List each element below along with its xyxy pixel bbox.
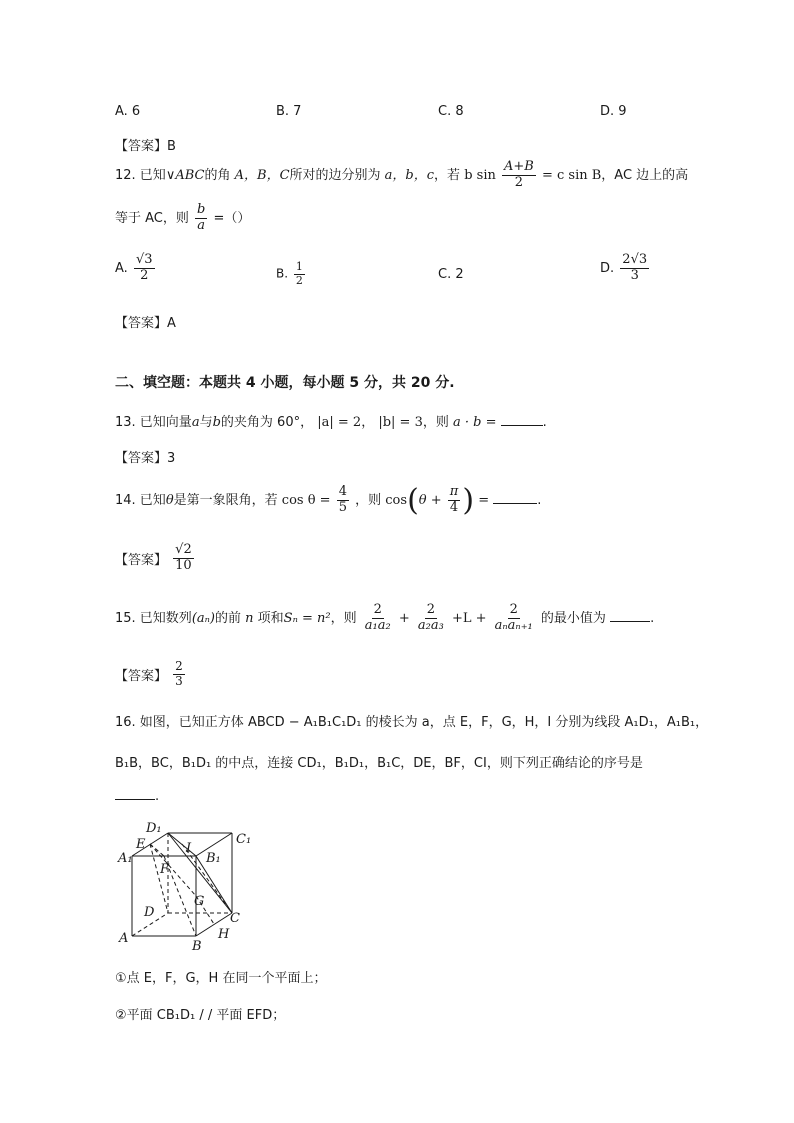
- fraction-denominator: 2: [295, 273, 303, 287]
- fraction-numerator: 1: [295, 260, 303, 273]
- n-variable: n: [245, 610, 254, 626]
- q12-text: 的角: [204, 167, 231, 183]
- q15-text: 项和: [257, 610, 284, 626]
- label-e: E: [136, 837, 146, 852]
- fraction-denominator: 2: [140, 267, 149, 283]
- answer-value: B: [167, 139, 176, 154]
- fraction-numerator: 2: [509, 602, 518, 617]
- q12-line2: [115, 203, 250, 234]
- answer-blank: [501, 425, 543, 426]
- label-c1: C₁: [236, 832, 252, 847]
- segment-de: [150, 844, 168, 913]
- q15-text: ，则: [330, 610, 357, 626]
- fraction-denominator: 3: [630, 267, 639, 283]
- q16-line2: B₁B，BC，B₁D₁ 的中点，连接 CD₁，B₁D₁，B₁C，DE，BF，CI，则下列正确结论的序号是: [115, 756, 643, 771]
- option-fraction: [134, 253, 155, 284]
- q15-text: 的前: [214, 610, 241, 626]
- answer-value: 3: [167, 451, 176, 466]
- fraction-denominator: 3: [175, 673, 183, 688]
- q15-period: .: [650, 610, 655, 626]
- q12-option-a: [115, 253, 157, 284]
- open-paren-icon: (: [407, 483, 419, 518]
- q15-text: 的最小值为: [540, 610, 606, 626]
- q12-triangle: ∨ABC: [165, 167, 205, 183]
- q12-eq-lhs: b sin: [464, 167, 496, 183]
- q11-option-d: D. 9: [600, 104, 627, 119]
- q12-sides: a，b，c: [384, 167, 435, 183]
- fraction-numerator: 4: [338, 484, 347, 500]
- q12-text: 等于 AC，则: [115, 210, 189, 226]
- section-heading: 二、填空题：本题共 4 小题，每小题 5 分，共 20 分.: [115, 375, 455, 391]
- fraction-numerator: 2√3: [622, 252, 648, 267]
- sum-formula: Sₙ = n²: [283, 610, 331, 626]
- pi-fraction: [448, 485, 461, 516]
- fraction-numerator: 2: [426, 602, 435, 617]
- q12-option-d: [600, 253, 651, 284]
- magnitude-b: |b| = 3: [378, 415, 423, 430]
- answer-blank: [493, 503, 537, 504]
- fraction-numerator: b: [197, 202, 206, 217]
- theta: θ: [165, 493, 174, 508]
- q12-answer: [115, 312, 176, 331]
- answer-label: 【答案】: [115, 139, 168, 154]
- label-a1: A₁: [118, 851, 133, 866]
- answer-fraction: [173, 543, 194, 574]
- q13-text: ，则: [422, 415, 449, 430]
- close-paren-icon: ): [462, 483, 475, 518]
- fraction-denominator: 5: [338, 500, 347, 515]
- term-1: [363, 603, 393, 634]
- cos-arg: θ +: [418, 493, 442, 508]
- fraction-numerator: √2: [175, 542, 192, 557]
- q16-line3: [115, 789, 159, 804]
- label-b1: B₁: [206, 851, 221, 866]
- option-fraction: [620, 253, 649, 284]
- answer-label: 【答案】: [115, 552, 168, 568]
- fraction-denominator: aₙaₙ₊₁: [494, 617, 533, 633]
- fraction-numerator: A+B: [503, 159, 534, 174]
- answer-label: 【答案】: [115, 316, 168, 331]
- term-2: [416, 603, 446, 634]
- cube-figure: [110, 818, 260, 954]
- q16-line1: 16. 如图，已知正方体 ABCD − A₁B₁C₁D₁ 的棱长为 a，点 E，F，G，H，I 分别为线段 A₁D₁，A₁B₁，: [115, 715, 709, 730]
- sequence: (aₙ): [191, 610, 215, 626]
- term-n: [493, 603, 535, 634]
- q12-option-b: [276, 261, 307, 287]
- label-d: D: [144, 905, 155, 920]
- answer-blank: [115, 799, 155, 800]
- q14-line: [115, 483, 541, 518]
- cos-func: cos: [385, 493, 408, 508]
- fraction-denominator: a₁a₂: [364, 617, 391, 633]
- label-g: G: [194, 894, 205, 909]
- fraction-numerator: 2: [373, 602, 382, 617]
- q12-text: 所对的边分别为: [289, 167, 381, 183]
- q13-period: .: [542, 415, 547, 430]
- equals: =: [478, 493, 490, 508]
- answer-label: 【答案】: [115, 668, 168, 684]
- fraction-numerator: √3: [135, 252, 153, 267]
- option-fraction: [294, 261, 305, 287]
- q11-answer: [115, 135, 176, 154]
- q13-text: 13. 已知向量: [115, 415, 192, 430]
- q12-option-c: C. 2: [438, 267, 464, 282]
- label-f: F: [160, 862, 170, 877]
- q11-option-a: A. 6: [115, 104, 141, 119]
- q16-period: .: [155, 789, 160, 804]
- q11-option-b: B. 7: [276, 104, 302, 119]
- cos-fraction: [337, 485, 349, 516]
- plus-sign: +: [398, 610, 410, 626]
- q12-text: ，若: [434, 167, 461, 183]
- label-d1: D₁: [146, 821, 162, 836]
- q11-option-c: C. 8: [438, 104, 464, 119]
- ellipsis: +L +: [451, 610, 487, 626]
- fraction-denominator: 10: [175, 557, 192, 573]
- answer-fraction: [173, 660, 185, 689]
- label-c: C: [230, 911, 240, 926]
- q12-text: 12. 已知: [115, 167, 166, 183]
- label-b: B: [192, 939, 202, 954]
- label-h: H: [218, 927, 230, 942]
- q13-text: 与: [199, 415, 213, 430]
- q12-eq-fraction: [502, 160, 536, 191]
- q14-text: 14. 已知: [115, 493, 166, 508]
- q12-angles: A，B，C: [234, 167, 290, 183]
- fraction-denominator: 4: [449, 500, 459, 515]
- option-label: B.: [276, 266, 289, 281]
- q12-ratio: [195, 203, 207, 234]
- fraction-numerator: π: [449, 484, 459, 500]
- fraction-numerator: 2: [175, 659, 183, 673]
- answer-label: 【答案】: [115, 451, 168, 466]
- fraction-denominator: a₂a₃: [417, 617, 444, 633]
- q12-text: =（）: [213, 210, 251, 226]
- answer-blank: [610, 621, 650, 622]
- dot-product: a · b =: [453, 415, 497, 430]
- cos-lhs: cos θ =: [281, 493, 331, 508]
- q14-period: .: [537, 493, 542, 508]
- q13-line: 13. 已知向量a与b的夹角为 60°， |a| = 2， |b| = 3，则 a · b = .: [115, 415, 547, 430]
- q12-eq-rhs: = c sin B: [541, 167, 602, 183]
- fraction-denominator: 2: [514, 174, 524, 190]
- option-label: D.: [600, 260, 615, 276]
- q14-text: 是第一象限角，若: [173, 493, 278, 508]
- answer-value: A: [167, 316, 176, 331]
- label-i: I: [186, 841, 192, 856]
- q14-text: ，则: [355, 493, 382, 508]
- option-label: A.: [115, 260, 128, 276]
- q12-text: ，AC 边上的高: [601, 167, 689, 183]
- q15-text: 15. 已知数列: [115, 610, 192, 626]
- q13-answer: [115, 447, 175, 466]
- fraction-denominator: a: [197, 217, 206, 233]
- q13-text: 的夹角为 60°，: [220, 415, 314, 430]
- q12-line1: [115, 160, 688, 191]
- vector-a: a: [191, 415, 200, 430]
- q14-answer: [115, 543, 196, 574]
- q16-statement-2: ②平面 CB₁D₁ / / 平面 EFD；: [115, 1008, 286, 1023]
- vector-b: b: [212, 415, 221, 430]
- label-a: A: [119, 931, 129, 946]
- magnitude-a: |a| = 2: [317, 415, 362, 430]
- q16-statement-1: ①点 E，F，G，H 在同一个平面上；: [115, 971, 327, 986]
- q15-answer: [115, 660, 187, 689]
- q15-line: [115, 603, 654, 634]
